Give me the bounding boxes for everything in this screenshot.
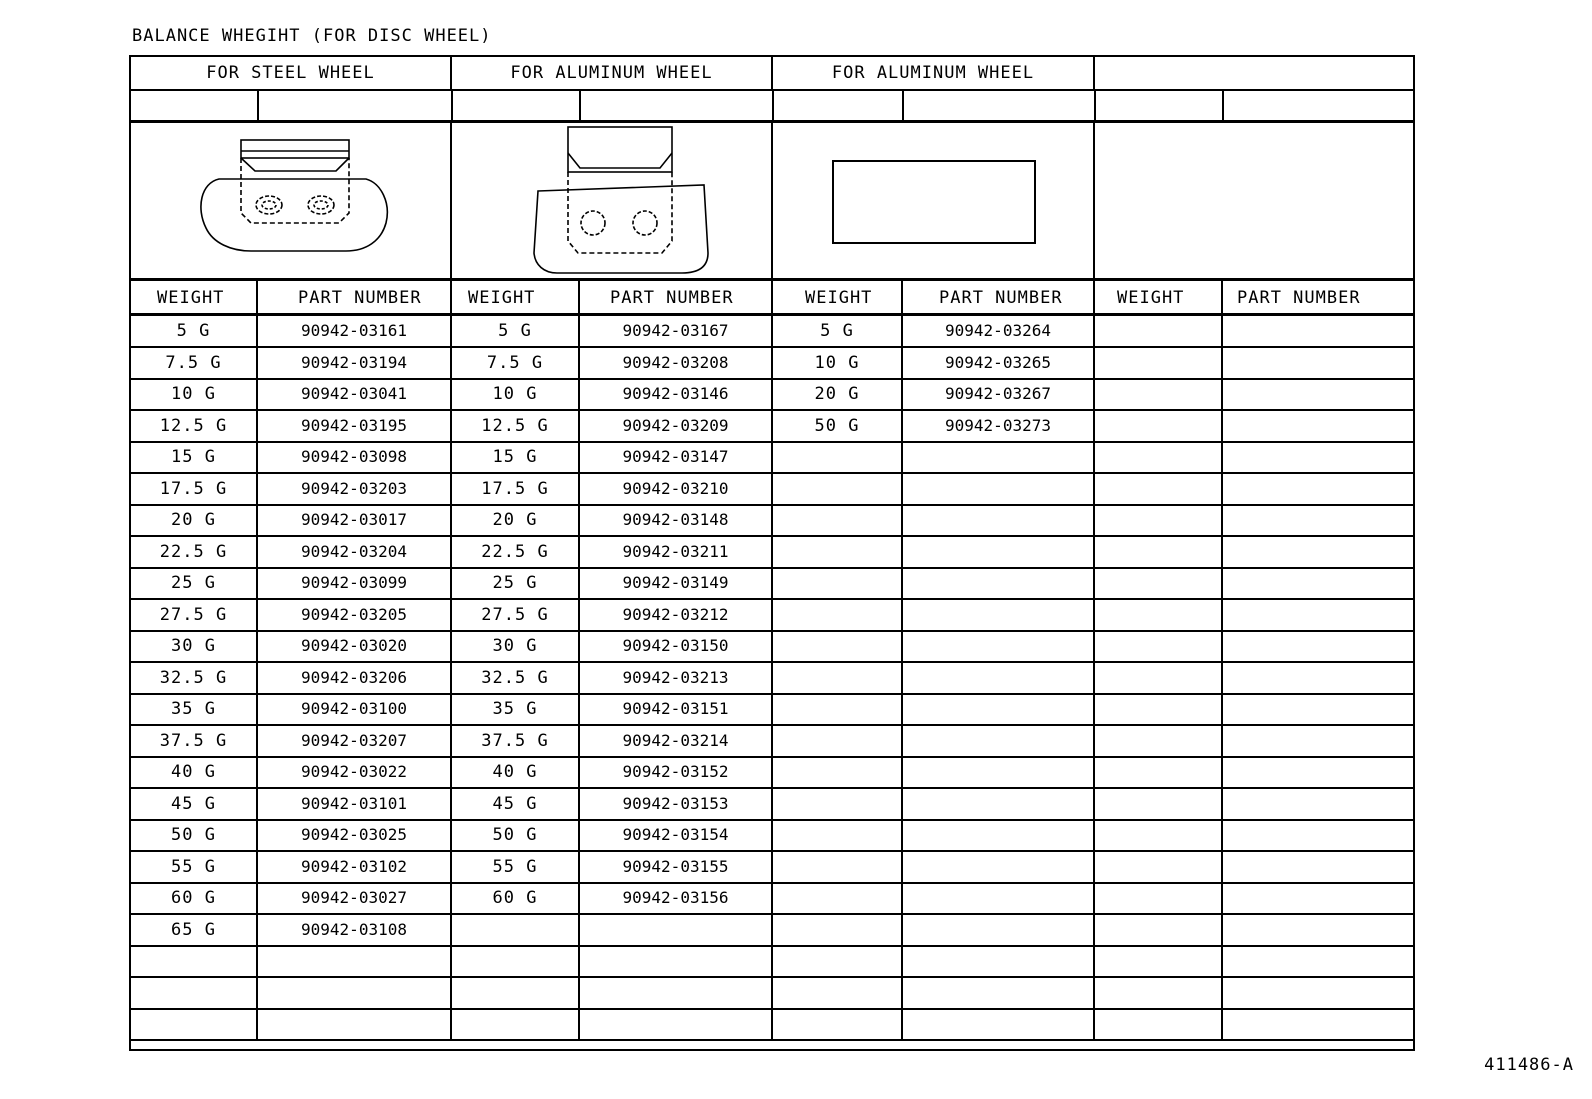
- weight-cell: [1095, 379, 1223, 409]
- part-number-cell: 90942-03020: [258, 631, 452, 661]
- weight-cell: [773, 537, 903, 567]
- part-number-cell: [580, 915, 773, 945]
- part-number-cell: 90942-03206: [258, 663, 452, 693]
- weight-cell: 35 G: [131, 694, 258, 724]
- part-number-cell: [903, 726, 1095, 756]
- weight-cell: [1095, 568, 1223, 598]
- weight-cell: 30 G: [131, 631, 258, 661]
- part-number-cell: [1223, 505, 1413, 535]
- weight-cell: [1095, 789, 1223, 819]
- part-number-cell: 90942-03167: [580, 316, 773, 346]
- weight-cell: [773, 978, 903, 1008]
- part-number-cell: [1223, 915, 1413, 945]
- part-number-cell: 90942-03153: [580, 789, 773, 819]
- part-number-cell: 90942-03212: [580, 600, 773, 630]
- weight-cell: [773, 663, 903, 693]
- part-number-cell: 90942-03211: [580, 537, 773, 567]
- part-number-cell: [903, 537, 1095, 567]
- part-number-cell: 90942-03152: [580, 757, 773, 787]
- table-row: [131, 915, 1413, 947]
- weight-cell: 12.5 G: [131, 411, 258, 441]
- table-row: [131, 316, 1413, 348]
- table-row: [131, 411, 1413, 443]
- part-number-cell: [903, 505, 1095, 535]
- part-number-cell: [903, 789, 1095, 819]
- part-number-cell: 90942-03100: [258, 694, 452, 724]
- part-number-cell: [903, 663, 1095, 693]
- weight-cell: [452, 915, 580, 945]
- table-row: [131, 820, 1413, 852]
- weight-cell: [131, 946, 258, 976]
- weight-cell: 15 G: [452, 442, 580, 472]
- table-row: [131, 978, 1413, 1010]
- balance-weight-table: [129, 55, 1415, 1051]
- part-number-cell: 90942-03146: [580, 379, 773, 409]
- part-number-cell: 90942-03147: [580, 442, 773, 472]
- weight-cell: [1095, 694, 1223, 724]
- part-number-cell: [1223, 631, 1413, 661]
- part-number-cell: 90942-03208: [580, 348, 773, 378]
- part-number-cell: [903, 631, 1095, 661]
- part-number-cell: 90942-03017: [258, 505, 452, 535]
- weight-cell: [1095, 883, 1223, 913]
- weight-cell: 40 G: [452, 757, 580, 787]
- part-number-header-1: PART NUMBER: [258, 281, 452, 313]
- weight-cell: [773, 600, 903, 630]
- part-number-cell: 90942-03209: [580, 411, 773, 441]
- weight-cell: 65 G: [131, 915, 258, 945]
- weight-cell: [452, 1009, 580, 1039]
- aluminum-weight-drawing: [452, 123, 773, 278]
- weight-cell: 22.5 G: [452, 537, 580, 567]
- table-row: [131, 726, 1413, 758]
- part-number-cell: 90942-03154: [580, 820, 773, 850]
- weight-header-2: WEIGHT: [452, 281, 580, 313]
- part-number-cell: [1223, 600, 1413, 630]
- part-number-cell: 90942-03204: [258, 537, 452, 567]
- table-row: [131, 474, 1413, 506]
- part-number-cell: [1223, 568, 1413, 598]
- part-number-cell: 90942-03041: [258, 379, 452, 409]
- part-number-cell: 90942-03203: [258, 474, 452, 504]
- weight-cell: 50 G: [452, 820, 580, 850]
- table-row: [131, 568, 1413, 600]
- part-number-cell: 90942-03265: [903, 348, 1095, 378]
- weight-cell: 50 G: [131, 820, 258, 850]
- weight-cell: 45 G: [131, 789, 258, 819]
- weight-cell: [1095, 411, 1223, 441]
- table-row: [131, 631, 1413, 663]
- weight-header-3: WEIGHT: [773, 281, 903, 313]
- weight-cell: [1095, 663, 1223, 693]
- weight-cell: [1095, 852, 1223, 882]
- table-row: [131, 1009, 1413, 1041]
- figure-code: 411486-A: [1484, 1055, 1574, 1075]
- part-number-cell: 90942-03267: [903, 379, 1095, 409]
- page-title: BALANCE WHEGIHT (FOR DISC WHEEL): [132, 26, 492, 46]
- part-number-cell: 90942-03099: [258, 568, 452, 598]
- part-number-cell: [1223, 820, 1413, 850]
- part-number-cell: [903, 978, 1095, 1008]
- group-header-empty: [1095, 57, 1413, 89]
- weight-cell: 30 G: [452, 631, 580, 661]
- weight-cell: [1095, 978, 1223, 1008]
- part-number-cell: 90942-03210: [580, 474, 773, 504]
- weight-cell: 37.5 G: [452, 726, 580, 756]
- part-number-cell: [903, 820, 1095, 850]
- weight-cell: [773, 789, 903, 819]
- part-number-cell: [1223, 411, 1413, 441]
- part-number-cell: [1223, 442, 1413, 472]
- table-row: [131, 883, 1413, 915]
- weight-cell: [1095, 631, 1223, 661]
- illustration-row: [131, 123, 1413, 281]
- table-row: [131, 348, 1413, 380]
- weight-cell: 55 G: [452, 852, 580, 882]
- weight-cell: 17.5 G: [131, 474, 258, 504]
- weight-cell: [773, 852, 903, 882]
- blank-subheader-row: [131, 91, 1413, 123]
- part-number-cell: 90942-03213: [580, 663, 773, 693]
- part-number-cell: [903, 757, 1095, 787]
- weight-cell: 27.5 G: [452, 600, 580, 630]
- weight-cell: 20 G: [131, 505, 258, 535]
- group-header-aluminum-2: FOR ALUMINUM WHEEL: [773, 57, 1095, 89]
- weight-cell: 17.5 G: [452, 474, 580, 504]
- column-header-row: [131, 281, 1413, 316]
- part-number-cell: 90942-03214: [580, 726, 773, 756]
- weight-cell: [773, 946, 903, 976]
- part-number-cell: 90942-03151: [580, 694, 773, 724]
- weight-cell: 50 G: [773, 411, 903, 441]
- part-number-cell: 90942-03108: [258, 915, 452, 945]
- weight-cell: [131, 978, 258, 1008]
- part-number-cell: [1223, 316, 1413, 346]
- table-row: [131, 757, 1413, 789]
- part-number-cell: [903, 946, 1095, 976]
- part-number-cell: 90942-03273: [903, 411, 1095, 441]
- part-number-header-2: PART NUMBER: [580, 281, 773, 313]
- part-number-cell: 90942-03025: [258, 820, 452, 850]
- part-number-cell: [580, 946, 773, 976]
- weight-cell: 12.5 G: [452, 411, 580, 441]
- weight-cell: 22.5 G: [131, 537, 258, 567]
- table-row: [131, 694, 1413, 726]
- weight-cell: [1095, 505, 1223, 535]
- part-number-header-4: PART NUMBER: [1237, 288, 1361, 308]
- weight-header-1: WEIGHT: [131, 281, 258, 313]
- part-number-cell: [258, 978, 452, 1008]
- weight-cell: [773, 474, 903, 504]
- weight-cell: [1095, 946, 1223, 976]
- part-number-cell: [258, 946, 452, 976]
- table-row: [131, 789, 1413, 821]
- weight-cell: 32.5 G: [452, 663, 580, 693]
- table-row: [131, 946, 1413, 978]
- weight-cell: 32.5 G: [131, 663, 258, 693]
- weight-cell: 55 G: [131, 852, 258, 882]
- part-number-cell: 90942-03264: [903, 316, 1095, 346]
- table-row: [131, 600, 1413, 632]
- part-number-cell: [580, 1009, 773, 1039]
- group-header-steel: FOR STEEL WHEEL: [131, 57, 452, 89]
- weight-cell: [1095, 1009, 1223, 1039]
- weight-cell: 45 G: [452, 789, 580, 819]
- weight-cell: [1095, 600, 1223, 630]
- group-header-row: [131, 57, 1413, 91]
- weight-cell: [1095, 757, 1223, 787]
- weight-cell: 60 G: [452, 883, 580, 913]
- weight-cell: 10 G: [131, 379, 258, 409]
- part-number-cell: 90942-03149: [580, 568, 773, 598]
- weight-cell: [773, 883, 903, 913]
- weight-cell: 25 G: [452, 568, 580, 598]
- weight-cell: 10 G: [773, 348, 903, 378]
- weight-cell: 25 G: [131, 568, 258, 598]
- part-number-cell: 90942-03022: [258, 757, 452, 787]
- part-number-cell: 90942-03161: [258, 316, 452, 346]
- group-header-aluminum-1: FOR ALUMINUM WHEEL: [452, 57, 773, 89]
- weight-cell: [773, 820, 903, 850]
- weight-cell: 37.5 G: [131, 726, 258, 756]
- table-row: [131, 537, 1413, 569]
- weight-cell: [773, 631, 903, 661]
- part-number-cell: [1223, 694, 1413, 724]
- weight-cell: [1095, 442, 1223, 472]
- weight-cell: [773, 505, 903, 535]
- weight-cell: 15 G: [131, 442, 258, 472]
- weight-cell: [1095, 316, 1223, 346]
- part-number-cell: 90942-03098: [258, 442, 452, 472]
- weight-cell: [773, 568, 903, 598]
- weight-cell: 20 G: [773, 379, 903, 409]
- weight-cell: 40 G: [131, 757, 258, 787]
- part-number-cell: [1223, 379, 1413, 409]
- part-number-cell: [1223, 663, 1413, 693]
- part-number-cell: 90942-03155: [580, 852, 773, 882]
- part-number-cell: 90942-03150: [580, 631, 773, 661]
- weight-cell: [773, 915, 903, 945]
- weight-cell: [1095, 537, 1223, 567]
- part-number-cell: [903, 474, 1095, 504]
- table-row: [131, 505, 1413, 537]
- part-number-cell: [1223, 946, 1413, 976]
- weight-cell: 5 G: [452, 316, 580, 346]
- part-number-cell: [903, 568, 1095, 598]
- part-number-cell: [903, 694, 1095, 724]
- weight-cell: [452, 946, 580, 976]
- part-number-cell: 90942-03027: [258, 883, 452, 913]
- part-number-cell: [1223, 789, 1413, 819]
- part-number-cell: 90942-03205: [258, 600, 452, 630]
- weight-cell: [773, 694, 903, 724]
- weight-cell: 60 G: [131, 883, 258, 913]
- weight-cell: [1095, 915, 1223, 945]
- part-number-cell: [903, 852, 1095, 882]
- part-number-cell: [1223, 474, 1413, 504]
- steel-weight-drawing: [131, 123, 452, 278]
- empty-drawing-cell: [1095, 123, 1413, 278]
- part-number-cell: 90942-03148: [580, 505, 773, 535]
- part-number-cell: [903, 883, 1095, 913]
- adhesive-weight-drawing: [773, 123, 1095, 278]
- part-number-cell: 90942-03102: [258, 852, 452, 882]
- weight-cell: [773, 442, 903, 472]
- weight-cell: [1095, 820, 1223, 850]
- weight-cell: 20 G: [452, 505, 580, 535]
- part-number-cell: [1223, 1009, 1413, 1039]
- weight-cell: 5 G: [773, 316, 903, 346]
- part-number-cell: [1223, 757, 1413, 787]
- weight-cell: [452, 978, 580, 1008]
- table-row: [131, 442, 1413, 474]
- part-number-cell: [1223, 978, 1413, 1008]
- weight-cell: [773, 1009, 903, 1039]
- part-number-header-3: PART NUMBER: [903, 281, 1095, 313]
- weight-header-4: WEIGHT: [1095, 281, 1223, 313]
- weight-cell: [1095, 474, 1223, 504]
- part-number-cell: [903, 600, 1095, 630]
- weight-cell: [131, 1009, 258, 1039]
- weight-cell: 7.5 G: [452, 348, 580, 378]
- weight-cell: 10 G: [452, 379, 580, 409]
- weight-cell: 35 G: [452, 694, 580, 724]
- weight-cell: 7.5 G: [131, 348, 258, 378]
- part-number-cell: 90942-03101: [258, 789, 452, 819]
- part-number-cell: [903, 915, 1095, 945]
- part-number-cell: [1223, 883, 1413, 913]
- weight-cell: 27.5 G: [131, 600, 258, 630]
- part-number-cell: [903, 442, 1095, 472]
- part-number-cell: [1223, 852, 1413, 882]
- part-number-cell: [1223, 537, 1413, 567]
- weight-cell: [773, 726, 903, 756]
- part-number-cell: [903, 1009, 1095, 1039]
- weight-cell: [773, 757, 903, 787]
- part-number-cell: [258, 1009, 452, 1039]
- part-number-cell: [580, 978, 773, 1008]
- part-number-cell: 90942-03195: [258, 411, 452, 441]
- part-number-cell: [1223, 726, 1413, 756]
- part-number-cell: 90942-03194: [258, 348, 452, 378]
- weight-cell: [1095, 726, 1223, 756]
- part-number-cell: 90942-03156: [580, 883, 773, 913]
- weight-cell: [1095, 348, 1223, 378]
- weight-cell: 5 G: [131, 316, 258, 346]
- part-number-cell: 90942-03207: [258, 726, 452, 756]
- table-row: [131, 379, 1413, 411]
- table-row: [131, 852, 1413, 884]
- table-row: [131, 663, 1413, 695]
- part-number-cell: [1223, 348, 1413, 378]
